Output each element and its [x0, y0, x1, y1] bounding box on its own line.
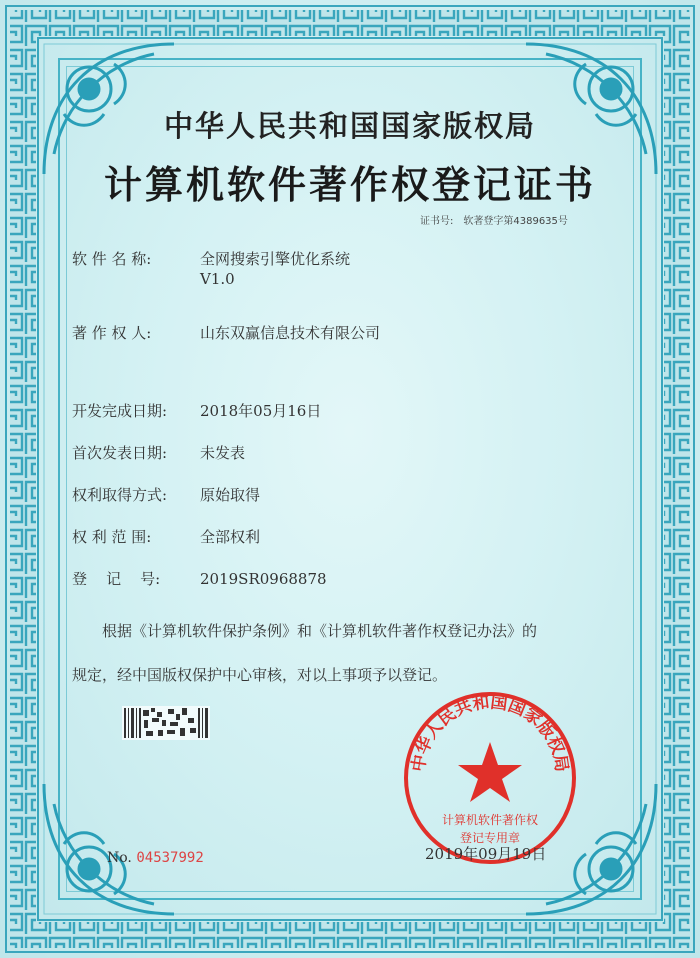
official-seal: [402, 690, 578, 866]
field-label: 首次发表日期:: [72, 444, 168, 462]
certificate-title: 计算机软件著作权登记证书: [103, 162, 596, 207]
seal-center-line-1: 计算机软件著作权: [441, 813, 539, 827]
seal-center-line-2: 登记专用章: [459, 831, 521, 845]
field-acquisition-method: [72, 484, 260, 505]
field-value: 山东双赢信息技术有限公司: [200, 324, 381, 342]
barcode: [122, 706, 210, 740]
field-value: 原始取得: [200, 486, 261, 504]
certificate-number: [420, 212, 578, 227]
corner-ornament-bottom-left: [34, 774, 184, 924]
field-software-version: [72, 270, 235, 288]
seal-ring-text: 中华人民共和国国家版权局: [408, 692, 572, 774]
field-label: 软 件 名 称:: [72, 250, 152, 268]
certificate-number-value: 软著登字第4389635号: [463, 216, 568, 227]
field-label: 登 记 号:: [72, 570, 161, 588]
statement-line-1: 根据《计算机软件保护条例》和《计算机软件著作权登记办法》的: [102, 622, 538, 640]
field-registration-number: [72, 568, 327, 589]
serial-number-value: 04537992: [136, 850, 204, 866]
field-publication-date: [72, 442, 245, 463]
field-value: 2019SR0968878: [200, 570, 327, 588]
serial-number-label: No.: [107, 850, 132, 866]
field-value: 全网搜索引擎优化系统: [200, 250, 351, 268]
field-completion-date: [72, 400, 321, 421]
field-rights-scope: [72, 526, 260, 547]
certificate-number-label: 证书号:: [420, 216, 454, 227]
field-value-version: V1.0: [200, 270, 235, 288]
field-value: 未发表: [200, 444, 246, 462]
field-copyright-owner: [72, 322, 380, 343]
field-software-name: [72, 248, 350, 269]
statement-line-2: 规定，经中国版权保护中心审核，对以上事项予以登记。: [72, 666, 448, 684]
field-value: 2018年05月16日: [200, 402, 322, 420]
issue-date: 2019年09月19日: [425, 845, 547, 863]
field-label: 著 作 权 人:: [72, 324, 152, 342]
field-label: 权 利 范 围:: [72, 528, 152, 546]
field-value: 全部权利: [200, 528, 261, 546]
seal-star-icon: [458, 742, 522, 802]
issuing-authority: 中华人民共和国国家版权局: [163, 109, 536, 143]
field-label: 权利取得方式:: [72, 486, 168, 504]
serial-number: [107, 850, 204, 866]
field-label: 开发完成日期:: [72, 402, 168, 420]
